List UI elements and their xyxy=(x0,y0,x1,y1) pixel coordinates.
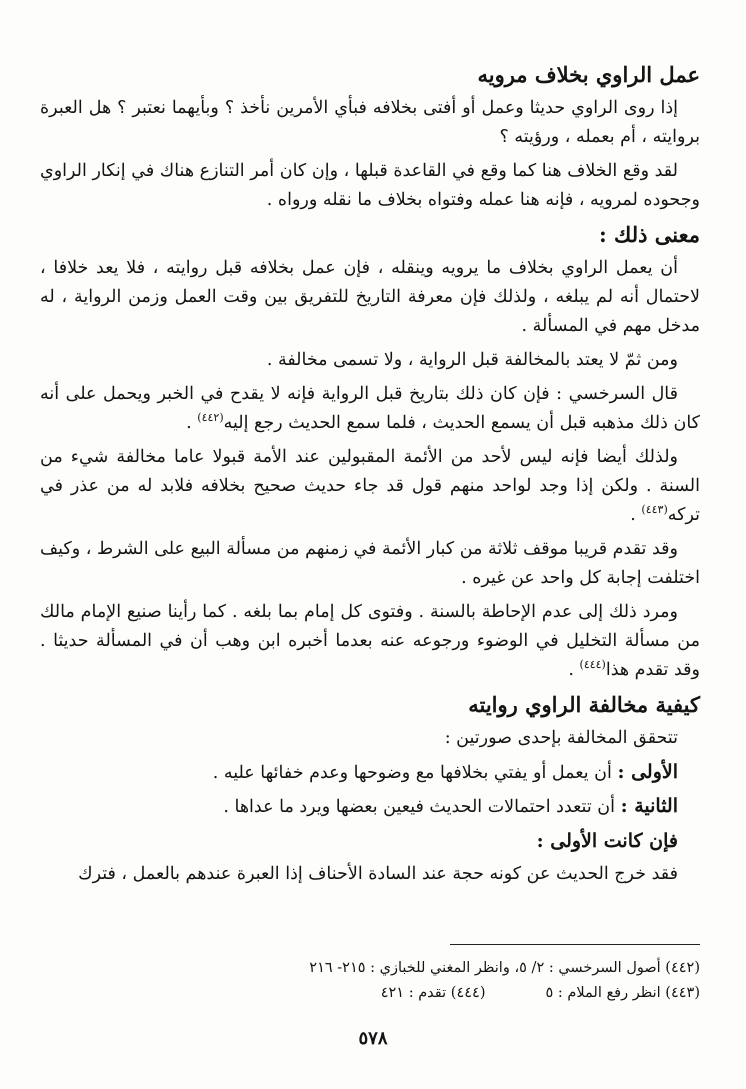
spacer xyxy=(485,981,545,1006)
paragraph-end: . xyxy=(630,505,642,525)
paragraph-end: . xyxy=(568,660,580,680)
list-item-text: أن يعمل أو يفتي بخلافها مع وضوحها وعدم خفائها عليه . xyxy=(212,763,618,783)
footnote-ref-444: (٤٤٤) xyxy=(579,658,606,672)
section-heading-how: كيفية مخالفة الراوي روايته xyxy=(468,692,700,717)
paragraph-text: قال السرخسي : فإن كان ذلك بتاريخ قبل الرواية فإنه لا يقدح في الخبر ويحمل على أنه كان ذلك مذهبه قبل أن يسمع الحديث ، فلما سمع الحديث رجع إليه xyxy=(40,384,700,433)
paragraph: تتحقق المخالفة بإحدى صورتين : xyxy=(444,728,678,748)
paragraph: أن يعمل الراوي بخلاف ما يرويه وينقله ، فإن عمل بخلافه قبل روايته ، فلا يعد خلافا ، لاحتمال أنه لم يبلغه ، ولذلك فإن معرفة التاريخ للتفريق بين وقت العمل وزمن الرواية ، له مدخل مهم في المسألة . xyxy=(40,258,700,336)
footnote-442: (٤٤٢) أصول السرخسي : ٢/ ٥، وانظر المغني للخبازي : ٢١٥- ٢١٦ xyxy=(309,960,700,976)
section-heading-meaning: معنى ذلك : xyxy=(598,222,700,247)
paragraph-with-footnote xyxy=(40,443,700,530)
page-number: ٥٧٨ xyxy=(358,1028,388,1049)
footnotes xyxy=(40,956,700,1006)
paragraph-with-footnote xyxy=(40,598,700,685)
paragraph-text: ومرد ذلك إلى عدم الإحاطة بالسنة . وفتوى كل إمام بما بلغه . كما رأينا صنيع الإمام مالك من مسألة التخليل في الوضوء ورجوعه عنه بعدما أخبره ابن وهب أن في المسألة حديثا . وقد تقدم هذا xyxy=(40,602,700,680)
sub-heading-if-first: فإن كانت الأولى : xyxy=(536,830,678,852)
paragraph: وقد تقدم قريبا موقف ثلاثة من كبار الأئمة في زمنهم من مسألة البيع على الشرط ، وكيف اختلفت إجابة كل واحد عن غيره . xyxy=(40,539,700,588)
paragraph: إذا روى الراوي حديثا وعمل أو أفتى بخلافه فبأي الأمرين نأخذ ؟ وبأيهما نعتبر ؟ هل العبرة بروايته ، أم بعمله ، ورؤيته ؟ xyxy=(40,98,700,147)
paragraph-text: ولذلك أيضا فإنه ليس لأحد من الأئمة المقبولين عند الأمة قبولا عاما مخالفة شيء من السنة . ولكن إذا وجد لواحد منهم قول قد جاء حديث صحيح بخلافه فلابد له من عذر في تركه xyxy=(40,447,700,525)
paragraph: ومن ثمّ لا يعتد بالمخالفة قبل الرواية ، ولا تسمى مخالفة . xyxy=(266,350,678,370)
list-item-second xyxy=(40,792,700,822)
footnote-444: (٤٤٤) تقدم : ٤٢١ xyxy=(380,985,486,1001)
footnote-443: (٤٤٣) انظر رفع الملام : ٥ xyxy=(545,985,700,1001)
list-item-label: الأولى : xyxy=(617,761,678,783)
footnote-divider xyxy=(450,944,700,945)
paragraph-end: . xyxy=(186,413,198,433)
list-item-first xyxy=(40,758,700,788)
paragraph: لقد وقع الخلاف هنا كما وقع في القاعدة قبلها ، وإن كان أمر التنازع هناك في إنكار الراوي وجحوده لمرويه ، فإنه هنا عمله وفتواه بخلاف ما نقله ورواه . xyxy=(40,161,700,210)
footnote-row xyxy=(40,981,700,1006)
list-item-text: أن تتعدد احتمالات الحديث فيعين بعضها ويرد ما عداها . xyxy=(223,797,621,817)
section-heading-narrator-action: عمل الراوي بخلاف مرويه xyxy=(477,62,700,87)
paragraph: فقد خرج الحديث عن كونه حجة عند السادة الأحناف إذا العبرة عندهم بالعمل ، فترك xyxy=(78,864,678,884)
list-item-label: الثانية : xyxy=(620,795,678,817)
footnote-ref-442: (٤٤٢) xyxy=(197,411,224,425)
paragraph-with-footnote xyxy=(40,380,700,438)
footnote-ref-443: (٤٤٣) xyxy=(641,503,668,517)
